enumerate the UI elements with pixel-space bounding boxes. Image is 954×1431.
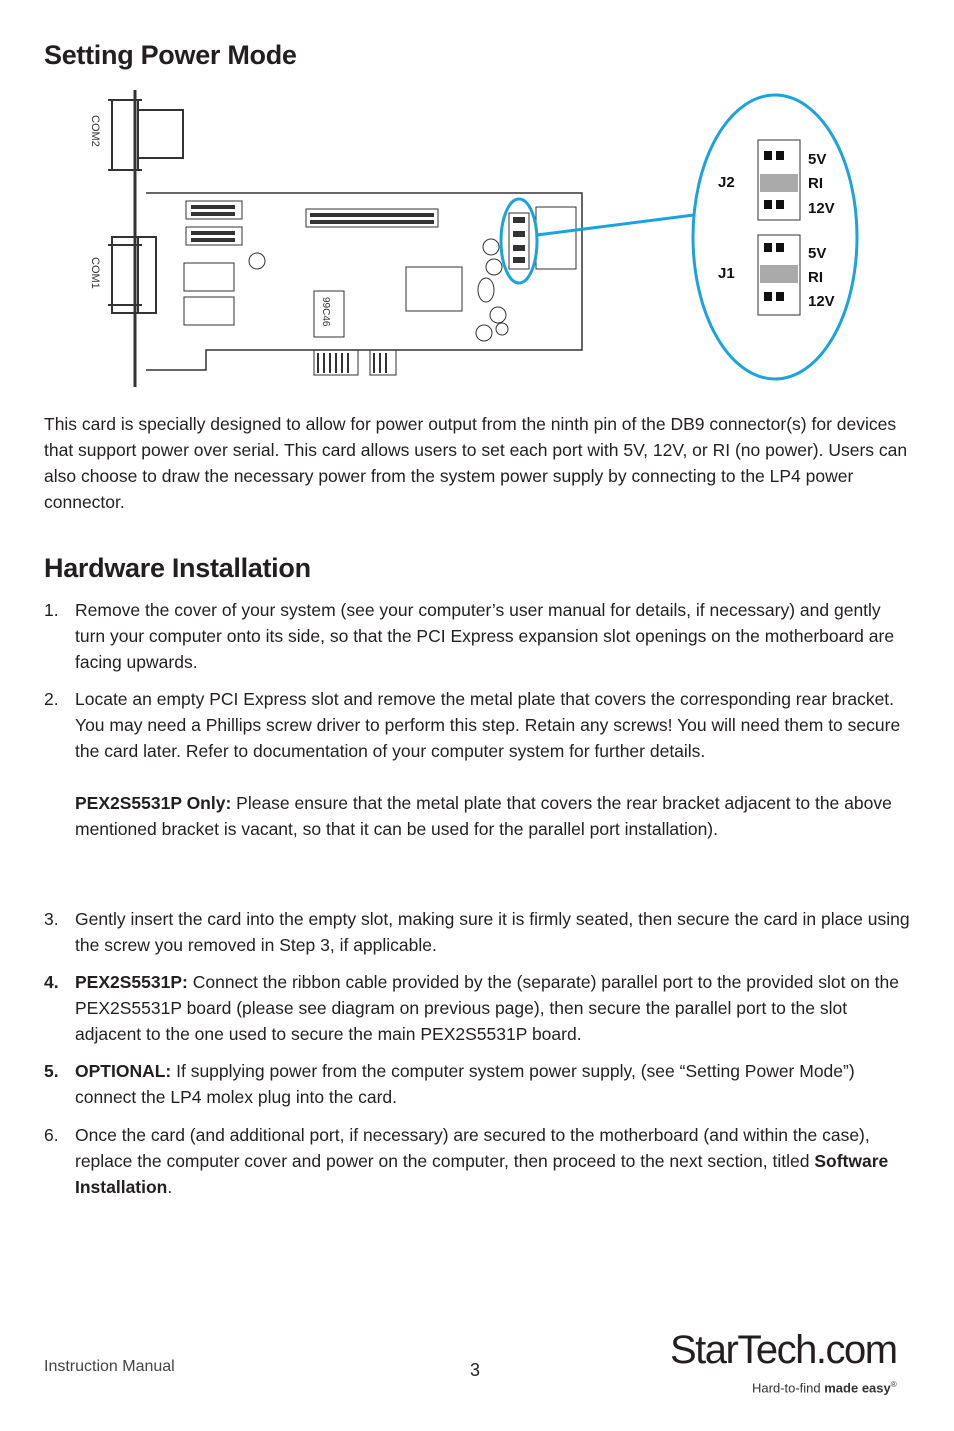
tagline-light: Hard-to-find xyxy=(752,1380,825,1396)
list-text: If supplying power from the computer system power supply, (see “Setting Power Mode”) connect the LP4 molex plug into the card. xyxy=(75,1061,855,1107)
com1-label: COM1 xyxy=(89,257,101,289)
list-text: Once the card (and additional port, if necessary) are secured to the motherboard (and within the case), replace the computer cover and power on the computer, then proceed to the next section, titled xyxy=(75,1125,870,1171)
j2-label: J2 xyxy=(718,174,735,191)
list-number: 3. xyxy=(44,909,59,929)
note-text: Please ensure that the metal plate that covers the rear bracket adjacent to the above mentioned bracket is vacant, so that it can be used for the parallel port installation). xyxy=(75,793,892,839)
section-title-power-mode: Setting Power Mode xyxy=(44,40,297,70)
list-number: 1. xyxy=(44,600,59,620)
list-note xyxy=(75,790,914,842)
tagline-mark: ® xyxy=(890,1380,897,1389)
j2-option-5v: 5V xyxy=(808,151,827,168)
section-title-hardware-installation: Hardware Installation xyxy=(44,553,311,583)
list-item xyxy=(44,906,914,958)
list-text: Gently insert the card into the empty slot, making sure it is firmly seated, then secure the card in place using the screw you removed in Step 3, if applicable. xyxy=(75,909,910,955)
list-text: Connect the ribbon cable provided by the (separate) parallel port to the provided slot on the PEX2S5531P board (please see diagram on previous page), then secure the parallel port to the slot adjacent to the one used to secure the main PEX2S5531P board. xyxy=(75,972,899,1044)
j1-option-ri: RI xyxy=(808,269,823,286)
list-item xyxy=(44,1122,914,1200)
list-item xyxy=(44,686,914,842)
j1-label: J1 xyxy=(718,265,735,282)
list-bold: PEX2S5531P: xyxy=(75,972,188,992)
list-number: 5. xyxy=(44,1061,59,1081)
com2-label: COM2 xyxy=(89,115,101,147)
list-number: 2. xyxy=(44,689,59,709)
note-bold: PEX2S5531P Only: xyxy=(75,793,232,813)
tagline-bold: made easy xyxy=(824,1380,891,1396)
list-text: Locate an empty PCI Express slot and remove the metal plate that covers the corresponding rear bracket. You may need a Phillips screw driver to perform this step. Retain any screws! You will need them to secure the card later. Refer to documentation of your computer system for further details. xyxy=(75,689,901,761)
list-item xyxy=(44,969,914,1047)
list-text: Remove the cover of your system (see your computer’s user manual for details, if necessary) and gently turn your computer onto its side, so that the PCI Express expansion slot openings on the motherboard are facing upwards. xyxy=(75,600,895,672)
logo-text: StarTech.com xyxy=(670,1328,897,1372)
list-number: 4. xyxy=(44,972,59,992)
j2-option-12v: 12V xyxy=(808,200,835,217)
card-diagram xyxy=(86,85,876,390)
list-bold-end: Software Installation xyxy=(75,1151,889,1197)
j2-option-ri: RI xyxy=(808,175,823,192)
power-mode-paragraph: This card is specially designed to allow for power output from the ninth pin of the DB9 connector(s) for devices that support power over serial. This card allows users to set each port with 5V, 12V, or RI (no power). Users can also choose to draw the necessary power from the system power supply by connecting to the LP4 power connector. xyxy=(44,414,908,512)
tagline xyxy=(752,1380,897,1395)
chip-label: 99C46 xyxy=(320,297,331,327)
list-item xyxy=(44,597,914,675)
list-item xyxy=(44,1058,914,1110)
page-number: 3 xyxy=(470,1360,481,1380)
startech-logo xyxy=(668,1325,918,1375)
list-bold: OPTIONAL: xyxy=(75,1061,172,1081)
list-number: 6. xyxy=(44,1125,59,1145)
list-text-end: . xyxy=(167,1177,173,1197)
j1-option-12v: 12V xyxy=(808,293,835,310)
footer-manual-label: Instruction Manual xyxy=(44,1358,175,1375)
j1-option-5v: 5V xyxy=(808,245,827,262)
